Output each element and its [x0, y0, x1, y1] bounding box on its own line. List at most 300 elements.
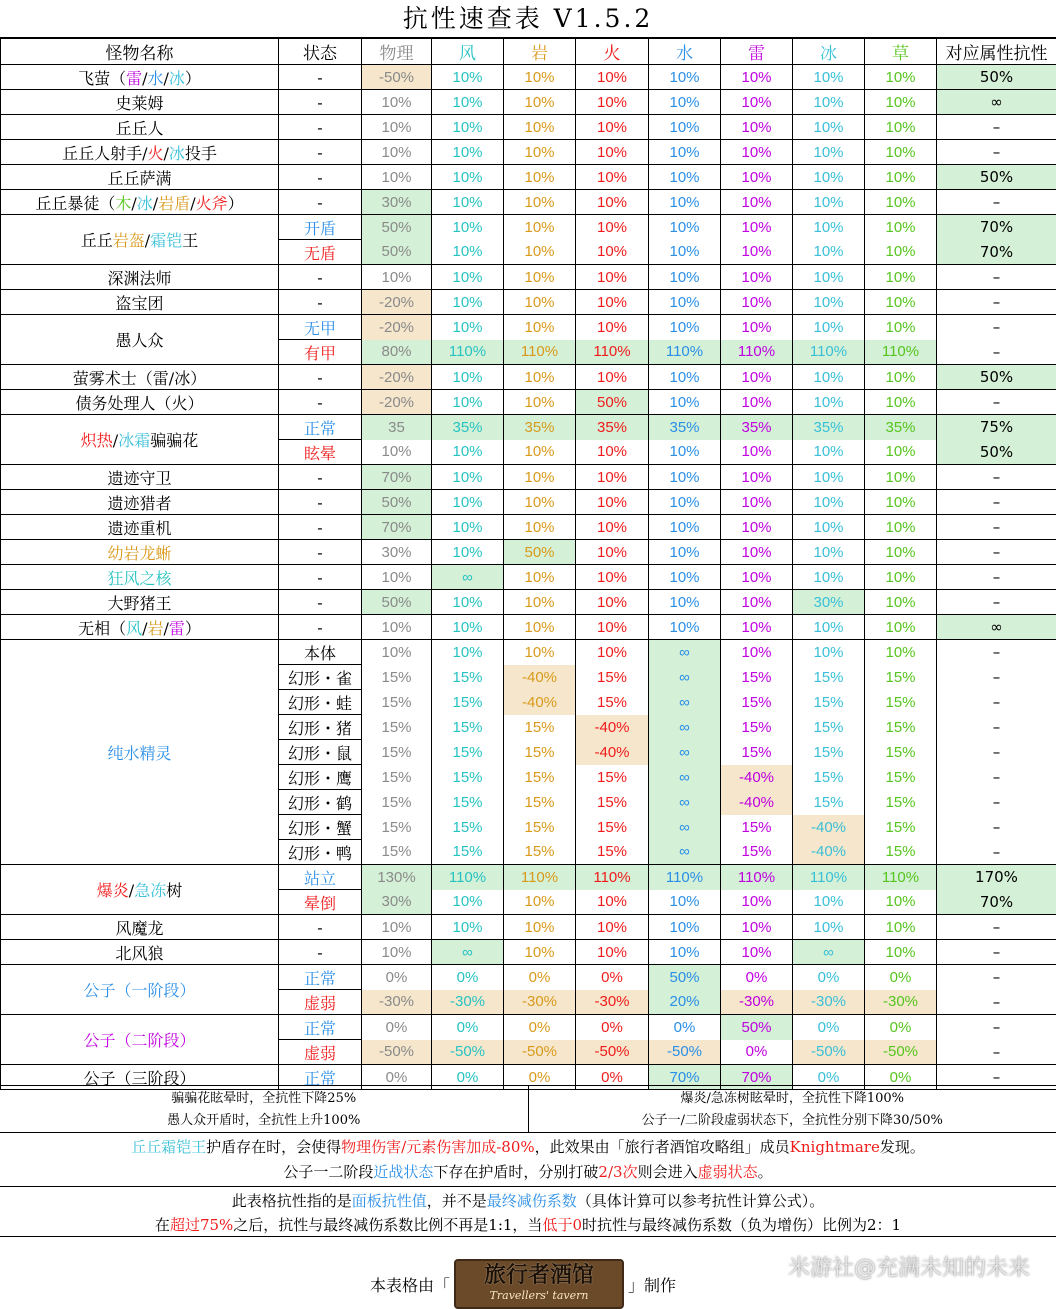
- resistance-value: 10%: [793, 915, 865, 940]
- watermark: 米游社@充满未知的未来: [788, 1251, 1030, 1282]
- resistance-value: 15%: [865, 665, 937, 690]
- table-row: [1, 565, 1056, 590]
- resistance-value: ∞: [649, 815, 721, 840]
- resistance-value: 15%: [865, 840, 937, 865]
- resistance-value: 15%: [504, 740, 576, 765]
- note-line: 公子一/二阶段虚弱状态下，全抗性分别下降30/50%: [529, 1110, 1056, 1132]
- resistance-value: 15%: [865, 815, 937, 840]
- monster-name-part: /: [131, 194, 136, 213]
- column-header: 对应属性抗性: [937, 39, 1056, 65]
- resistance-value: 10%: [649, 890, 721, 915]
- table-row: [1, 290, 1056, 315]
- resistance-value: 10%: [504, 240, 576, 265]
- column-header: 冰: [793, 39, 865, 65]
- resistance-value: 0%: [362, 1065, 432, 1090]
- info-line-part: 物理伤害/元素伤害加成-80%: [341, 1138, 534, 1156]
- attribute-resistance: ∞: [937, 615, 1056, 640]
- resistance-value: 10%: [793, 240, 865, 265]
- monster-name-part: /: [153, 194, 158, 213]
- info-line-part: 下存在护盾时，分别打破: [433, 1163, 598, 1181]
- resistance-value: 15%: [865, 715, 937, 740]
- monster-name-part: 无相（: [78, 619, 126, 638]
- monster-name-part: 公子（二阶段）: [83, 1031, 195, 1050]
- state-cell: 幻形・鹤: [279, 790, 362, 815]
- resistance-value: 10%: [432, 115, 504, 140]
- state-cell: 幻形・鼠: [279, 740, 362, 765]
- resistance-value: -30%: [576, 990, 649, 1015]
- resistance-value: 10%: [504, 590, 576, 615]
- state-cell: -: [279, 590, 362, 615]
- state-cell: 正常: [279, 965, 362, 990]
- resistance-value: 10%: [576, 115, 649, 140]
- monster-name-part: 投手: [185, 144, 217, 163]
- resistance-value: 10%: [865, 65, 937, 90]
- resistance-value: 15%: [865, 765, 937, 790]
- table-row: [1, 215, 1056, 240]
- resistance-value: 10%: [865, 515, 937, 540]
- resistance-value: 10%: [793, 90, 865, 115]
- state-cell: -: [279, 265, 362, 290]
- resistance-value: ∞: [432, 940, 504, 965]
- resistance-value: ∞: [432, 565, 504, 590]
- credit-prefix: 本表格由「: [370, 1273, 450, 1296]
- resistance-value: 10%: [432, 140, 504, 165]
- status-notes: [0, 1085, 1056, 1133]
- resistance-value: ∞: [649, 640, 721, 665]
- resistance-value: 50%: [721, 1015, 793, 1040]
- resistance-value: 10%: [432, 465, 504, 490]
- resistance-value: 10%: [576, 940, 649, 965]
- resistance-value: 10%: [432, 590, 504, 615]
- resistance-value: 15%: [362, 690, 432, 715]
- monster-name-part: 纯水精灵: [107, 744, 171, 763]
- monster-name-part: 水: [147, 69, 163, 88]
- resistance-value: 35%: [793, 415, 865, 440]
- resistance-value: 80%: [362, 340, 432, 365]
- monster-name-part: 史莱姆: [115, 94, 163, 113]
- resistance-value: 10%: [504, 440, 576, 465]
- resistance-value: 10%: [576, 590, 649, 615]
- resistance-value: -40%: [793, 815, 865, 840]
- resistance-value: 10%: [721, 590, 793, 615]
- resistance-value: -40%: [793, 840, 865, 865]
- monster-name-part: 火: [147, 144, 163, 163]
- resistance-value: 10%: [649, 290, 721, 315]
- column-header: 状态: [279, 39, 362, 65]
- column-header: 雷: [721, 39, 793, 65]
- resistance-value: 110%: [721, 865, 793, 890]
- monster-name: [1, 915, 279, 940]
- resistance-value: 10%: [432, 190, 504, 215]
- state-cell: 有甲: [279, 340, 362, 365]
- resistance-value: 15%: [793, 740, 865, 765]
- resistance-value: 10%: [649, 565, 721, 590]
- resistance-value: 15%: [721, 665, 793, 690]
- state-cell: -: [279, 615, 362, 640]
- info-line-part: 丘丘霜铠王: [131, 1138, 206, 1156]
- resistance-value: 10%: [362, 90, 432, 115]
- resistance-value: -40%: [504, 665, 576, 690]
- monster-name-part: 雷: [126, 69, 142, 88]
- resistance-value: 0%: [793, 1015, 865, 1040]
- state-cell: -: [279, 515, 362, 540]
- attribute-resistance: 50%: [937, 365, 1056, 390]
- resistance-value: 10%: [721, 640, 793, 665]
- state-cell: 眩晕: [279, 440, 362, 465]
- monster-name-part: 深渊法师: [107, 269, 171, 288]
- resistance-value: ∞: [649, 790, 721, 815]
- table-row: [1, 965, 1056, 990]
- info-line-part: 之后，抗性与最终减伤系数比例不再是1:1，当: [233, 1216, 542, 1234]
- resistance-value: 10%: [865, 565, 937, 590]
- resistance-value: 15%: [721, 815, 793, 840]
- resistance-value: 10%: [865, 490, 937, 515]
- resistance-value: 15%: [865, 740, 937, 765]
- monster-name-part: /: [129, 881, 134, 900]
- attribute-resistance: 50%: [937, 165, 1056, 190]
- monster-name: [1, 640, 279, 865]
- state-cell: -: [279, 540, 362, 565]
- info-line-part: 。: [758, 1163, 773, 1181]
- resistance-value: 110%: [504, 865, 576, 890]
- table-row: [1, 865, 1056, 890]
- monster-name-part: 木: [115, 194, 131, 213]
- attribute-resistance: –: [937, 1040, 1056, 1065]
- info-line-part: ，并不是: [427, 1192, 487, 1210]
- state-cell: 幻形・雀: [279, 665, 362, 690]
- table-row: [1, 640, 1056, 665]
- resistance-value: 70%: [721, 1065, 793, 1090]
- resistance-value: 10%: [721, 490, 793, 515]
- resistance-value: 10%: [576, 515, 649, 540]
- resistance-value: 10%: [576, 215, 649, 240]
- attribute-resistance: ∞: [937, 90, 1056, 115]
- resistance-value: 15%: [576, 665, 649, 690]
- resistance-value: 0%: [362, 1015, 432, 1040]
- resistance-value: 110%: [865, 865, 937, 890]
- state-cell: 正常: [279, 1065, 362, 1090]
- resistance-value: 0%: [504, 1065, 576, 1090]
- logo-sub-text: Travellers' tavern: [456, 1289, 622, 1303]
- monster-name: [1, 365, 279, 390]
- monster-name-part: 急冻: [134, 881, 166, 900]
- resistance-value: 10%: [721, 515, 793, 540]
- resistance-value: 10%: [576, 890, 649, 915]
- resistance-value: 10%: [793, 565, 865, 590]
- attribute-resistance: –: [937, 965, 1056, 990]
- resistance-value: 10%: [504, 290, 576, 315]
- resistance-value: 10%: [649, 65, 721, 90]
- resistance-table: [0, 38, 1056, 1090]
- monster-name-part: 冰: [169, 144, 185, 163]
- attribute-resistance: –: [937, 190, 1056, 215]
- resistance-value: 15%: [362, 665, 432, 690]
- attribute-resistance: –: [937, 790, 1056, 815]
- resistance-value: -50%: [362, 1040, 432, 1065]
- resistance-value: 10%: [504, 65, 576, 90]
- attribute-resistance: –: [937, 1065, 1056, 1090]
- monster-name: [1, 315, 279, 365]
- resistance-value: 10%: [576, 190, 649, 215]
- monster-name-part: 火斧: [196, 194, 228, 213]
- resistance-value: 10%: [432, 65, 504, 90]
- info-line-part: 面板抗性值: [352, 1192, 427, 1210]
- resistance-value: 15%: [504, 765, 576, 790]
- resistance-value: 10%: [793, 115, 865, 140]
- formula-info: [0, 1187, 1056, 1237]
- resistance-value: 35%: [721, 415, 793, 440]
- state-cell: -: [279, 65, 362, 90]
- resistance-value: 10%: [793, 265, 865, 290]
- resistance-value: 50%: [362, 240, 432, 265]
- monster-name-part: 遗迹猎者: [107, 494, 171, 513]
- resistance-value: 10%: [865, 590, 937, 615]
- resistance-value: 70%: [649, 1065, 721, 1090]
- attribute-resistance: –: [937, 340, 1056, 365]
- resistance-value: 15%: [432, 840, 504, 865]
- resistance-value: 10%: [362, 440, 432, 465]
- resistance-value: 0%: [865, 965, 937, 990]
- resistance-value: 10%: [793, 315, 865, 340]
- resistance-value: -20%: [362, 390, 432, 415]
- resistance-value: 10%: [721, 540, 793, 565]
- table-row: [1, 415, 1056, 440]
- monster-name-part: 炽热: [81, 431, 113, 450]
- monster-name-part: ）: [228, 194, 244, 213]
- resistance-value: 10%: [432, 615, 504, 640]
- state-cell: -: [279, 565, 362, 590]
- monster-name: [1, 940, 279, 965]
- monster-name-part: 岩: [147, 619, 163, 638]
- state-cell: -: [279, 490, 362, 515]
- monster-name-part: 公子（三阶段）: [83, 1069, 195, 1088]
- attribute-resistance: –: [937, 715, 1056, 740]
- monster-name-part: 丘丘萨满: [107, 169, 171, 188]
- resistance-value: 10%: [793, 365, 865, 390]
- info-line-part: 超过75%: [170, 1216, 233, 1234]
- resistance-value: 0%: [432, 1065, 504, 1090]
- table-row: [1, 190, 1056, 215]
- resistance-value: 110%: [793, 340, 865, 365]
- resistance-value: 10%: [504, 640, 576, 665]
- monster-name: [1, 90, 279, 115]
- logo-main-text: 旅行者酒馆: [456, 1261, 622, 1289]
- attribute-resistance: –: [937, 390, 1056, 415]
- resistance-value: 15%: [504, 840, 576, 865]
- resistance-value: 10%: [432, 915, 504, 940]
- attribute-resistance: 170%: [937, 865, 1056, 890]
- resistance-value: -50%: [793, 1040, 865, 1065]
- monster-name-part: 王: [182, 231, 198, 250]
- resistance-value: 0%: [576, 1015, 649, 1040]
- resistance-value: 10%: [576, 490, 649, 515]
- info-line-part: 最终减伤系数: [487, 1192, 577, 1210]
- monster-name-part: /: [190, 194, 195, 213]
- shield-info: [0, 1133, 1056, 1187]
- monster-name-part: 雷: [169, 619, 185, 638]
- resistance-value: 15%: [793, 690, 865, 715]
- resistance-value: 10%: [576, 290, 649, 315]
- resistance-value: 10%: [865, 540, 937, 565]
- info-line-part: 低于0: [542, 1216, 582, 1234]
- attribute-resistance: 75%: [937, 415, 1056, 440]
- state-cell: 虚弱: [279, 1040, 362, 1065]
- attribute-resistance: 50%: [937, 65, 1056, 90]
- resistance-value: 10%: [504, 265, 576, 290]
- resistance-value: 10%: [721, 65, 793, 90]
- resistance-value: 15%: [865, 690, 937, 715]
- resistance-value: 110%: [576, 865, 649, 890]
- resistance-value: 10%: [649, 540, 721, 565]
- resistance-value: 10%: [432, 390, 504, 415]
- resistance-value: 10%: [865, 140, 937, 165]
- resistance-value: 10%: [576, 315, 649, 340]
- resistance-value: 10%: [649, 215, 721, 240]
- column-header: 怪物名称: [1, 39, 279, 65]
- note-line: 愚人众开盾时，全抗性上升100%: [0, 1110, 528, 1132]
- footer: [0, 1237, 1056, 1304]
- resistance-value: 10%: [721, 90, 793, 115]
- monster-name-part: 岩盔: [113, 231, 145, 250]
- resistance-value: 10%: [432, 90, 504, 115]
- monster-name: [1, 65, 279, 90]
- resistance-value: 110%: [432, 865, 504, 890]
- column-header: 岩: [504, 39, 576, 65]
- resistance-value: 15%: [432, 765, 504, 790]
- resistance-value: 10%: [576, 90, 649, 115]
- info-line-part: 时抗性与最终减伤系数（负为增伤）比例为2：1: [582, 1216, 901, 1234]
- monster-name: [1, 415, 279, 465]
- state-cell: -: [279, 365, 362, 390]
- info-line-part: 公子一二阶段: [283, 1163, 373, 1181]
- resistance-value: 10%: [576, 240, 649, 265]
- attribute-resistance: –: [937, 565, 1056, 590]
- resistance-value: 0%: [432, 1015, 504, 1040]
- resistance-value: 10%: [649, 390, 721, 415]
- resistance-value: 10%: [721, 390, 793, 415]
- monster-name-part: ）: [185, 69, 201, 88]
- attribute-resistance: –: [937, 665, 1056, 690]
- attribute-resistance: –: [937, 840, 1056, 865]
- resistance-value: 10%: [865, 615, 937, 640]
- attribute-resistance: 50%: [937, 440, 1056, 465]
- resistance-value: 10%: [865, 940, 937, 965]
- table-row: [1, 265, 1056, 290]
- resistance-value: -30%: [793, 990, 865, 1015]
- info-line: [0, 1135, 1056, 1160]
- resistance-value: 50%: [649, 965, 721, 990]
- table-row: [1, 365, 1056, 390]
- attribute-resistance: –: [937, 465, 1056, 490]
- resistance-value: 15%: [432, 690, 504, 715]
- resistance-value: 10%: [432, 640, 504, 665]
- resistance-value: 10%: [432, 440, 504, 465]
- resistance-value: 10%: [432, 290, 504, 315]
- resistance-value: 10%: [721, 615, 793, 640]
- resistance-value: 15%: [721, 740, 793, 765]
- monster-name-part: 风魔龙: [115, 919, 163, 938]
- monster-name: [1, 865, 279, 915]
- resistance-value: 35%: [649, 415, 721, 440]
- state-cell: -: [279, 465, 362, 490]
- resistance-value: 10%: [865, 390, 937, 415]
- resistance-value: 10%: [721, 915, 793, 940]
- resistance-value: ∞: [649, 740, 721, 765]
- resistance-value: -50%: [649, 1040, 721, 1065]
- resistance-value: 10%: [504, 140, 576, 165]
- state-cell: -: [279, 140, 362, 165]
- monster-name-part: 丘丘人: [115, 119, 163, 138]
- attribute-resistance: –: [937, 265, 1056, 290]
- monster-name-part: /: [113, 431, 118, 450]
- resistance-value: 15%: [362, 715, 432, 740]
- resistance-value: -40%: [721, 765, 793, 790]
- attribute-resistance: –: [937, 590, 1056, 615]
- state-cell: -: [279, 165, 362, 190]
- resistance-value: 10%: [432, 265, 504, 290]
- monster-name-part: 冰: [169, 69, 185, 88]
- resistance-value: 110%: [576, 340, 649, 365]
- table-row: [1, 465, 1056, 490]
- state-cell: -: [279, 390, 362, 415]
- info-line-part: 近战状态: [373, 1163, 433, 1181]
- resistance-value: -20%: [362, 290, 432, 315]
- resistance-value: 10%: [721, 565, 793, 590]
- attribute-resistance: –: [937, 140, 1056, 165]
- monster-name: [1, 190, 279, 215]
- table-row: [1, 165, 1056, 190]
- attribute-resistance: 70%: [937, 240, 1056, 265]
- resistance-value: -30%: [721, 990, 793, 1015]
- attribute-resistance: –: [937, 640, 1056, 665]
- resistance-value: -20%: [362, 365, 432, 390]
- resistance-value: 10%: [865, 365, 937, 390]
- resistance-value: 10%: [432, 515, 504, 540]
- resistance-value: 10%: [432, 365, 504, 390]
- state-cell: 本体: [279, 640, 362, 665]
- table-row: [1, 90, 1056, 115]
- resistance-value: 0%: [576, 965, 649, 990]
- resistance-value: 10%: [865, 890, 937, 915]
- resistance-value: 15%: [721, 690, 793, 715]
- credit-suffix: 」制作: [628, 1273, 676, 1296]
- resistance-value: 10%: [504, 390, 576, 415]
- resistance-value: 10%: [362, 640, 432, 665]
- info-line-part: ，此效果由「旅行者酒馆攻略组」成员: [535, 1138, 790, 1156]
- resistance-value: -40%: [576, 715, 649, 740]
- monster-name-part: 丘丘暴徒（: [35, 194, 115, 213]
- state-cell: 幻形・鹰: [279, 765, 362, 790]
- resistance-value: 10%: [362, 115, 432, 140]
- resistance-value: 15%: [362, 790, 432, 815]
- info-line-part: 则会进入: [638, 1163, 698, 1181]
- monster-name-part: 骗骗花: [150, 431, 198, 450]
- state-cell: 正常: [279, 415, 362, 440]
- resistance-value: -40%: [504, 690, 576, 715]
- resistance-value: 10%: [649, 315, 721, 340]
- resistance-value: 10%: [793, 515, 865, 540]
- resistance-value: -50%: [865, 1040, 937, 1065]
- info-line: [0, 1189, 1056, 1213]
- state-cell: 晕倒: [279, 890, 362, 915]
- resistance-value: 70%: [362, 515, 432, 540]
- attribute-resistance: 70%: [937, 890, 1056, 915]
- resistance-value: ∞: [793, 940, 865, 965]
- resistance-value: ∞: [649, 665, 721, 690]
- attribute-resistance: –: [937, 490, 1056, 515]
- resistance-value: 130%: [362, 865, 432, 890]
- resistance-value: 15%: [362, 765, 432, 790]
